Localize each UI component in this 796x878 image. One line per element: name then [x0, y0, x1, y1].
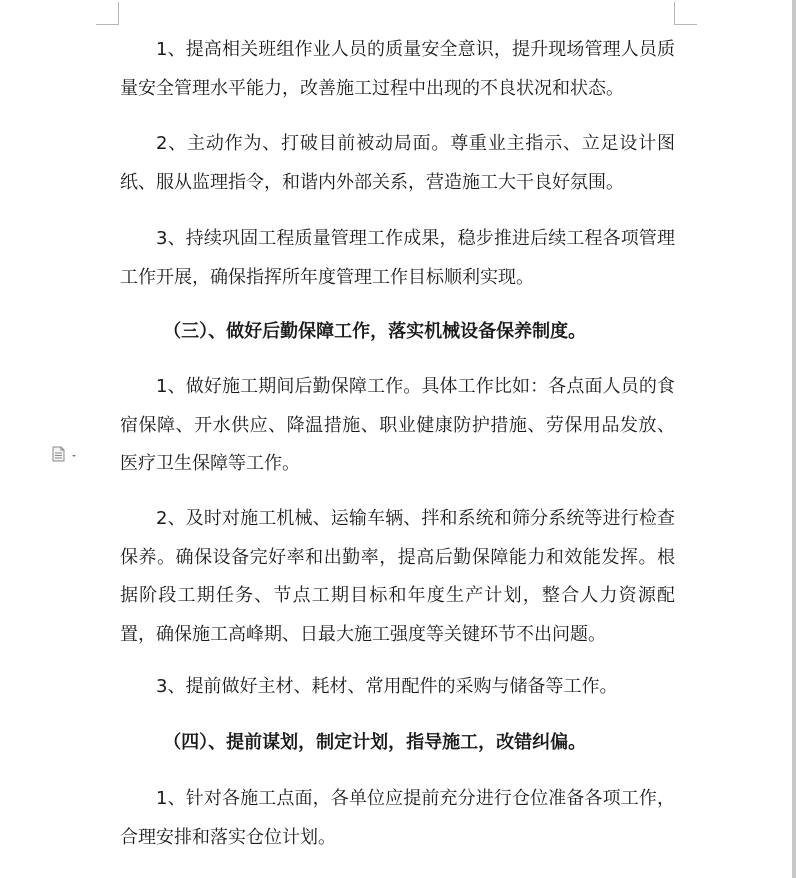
document-icon[interactable] — [52, 446, 80, 464]
paragraph-7: 1、针对各施工点面，各单位应提前充分进行仓位准备各项工作，合理安排和落实仓位计划。 — [120, 788, 675, 848]
paragraph-6: 3、提前做好主材、耗材、常用配件的采购与储备等工作。 — [156, 676, 618, 697]
margin-corner-marker-top-right — [674, 2, 697, 25]
section-heading-4: （四）、提前谋划，制定计划，指导施工，改错纠偏。 — [163, 732, 587, 753]
paragraph-3: 3、持续巩固工程质量管理工作成果，稳步推进后续工程各项管理工作开展，确保指挥所年度管理工作目标顺利实现。 — [120, 228, 675, 288]
page-edge — [792, 0, 796, 878]
section-heading-3: （三）、做好后勤保障工作，落实机械设备保养制度。 — [163, 321, 587, 342]
margin-corner-marker-top-left — [96, 2, 119, 25]
paragraph-1: 1、提高相关班组作业人员的质量安全意识，提升现场管理人员质量安全管理水平能力，改善施工过程中出现的不良状况和状态。 — [120, 39, 675, 99]
paragraph-4: 1、做好施工期间后勤保障工作。具体工作比如：各点面人员的食宿保障、开水供应、降温措施、职业健康防护措施、劳保用品发放、医疗卫生保障等工作。 — [120, 376, 675, 474]
paragraph-2: 2、主动作为、打破目前被动局面。尊重业主指示、立足设计图纸、服从监理指令，和谐内外部关系，营造施工大干良好氛围。 — [120, 133, 675, 193]
document-icon-svg — [52, 446, 80, 464]
paragraph-5: 2、及时对施工机械、运输车辆、拌和系统和筛分系统等进行检查保养。确保设备完好率和出勤率，提高后勤保障能力和效能发挥。根据阶段工期任务、节点工期目标和年度生产计划，整合人力资源配置，确保施工高峰期、日最大施工强度等关键环节不出问题。 — [120, 508, 675, 645]
